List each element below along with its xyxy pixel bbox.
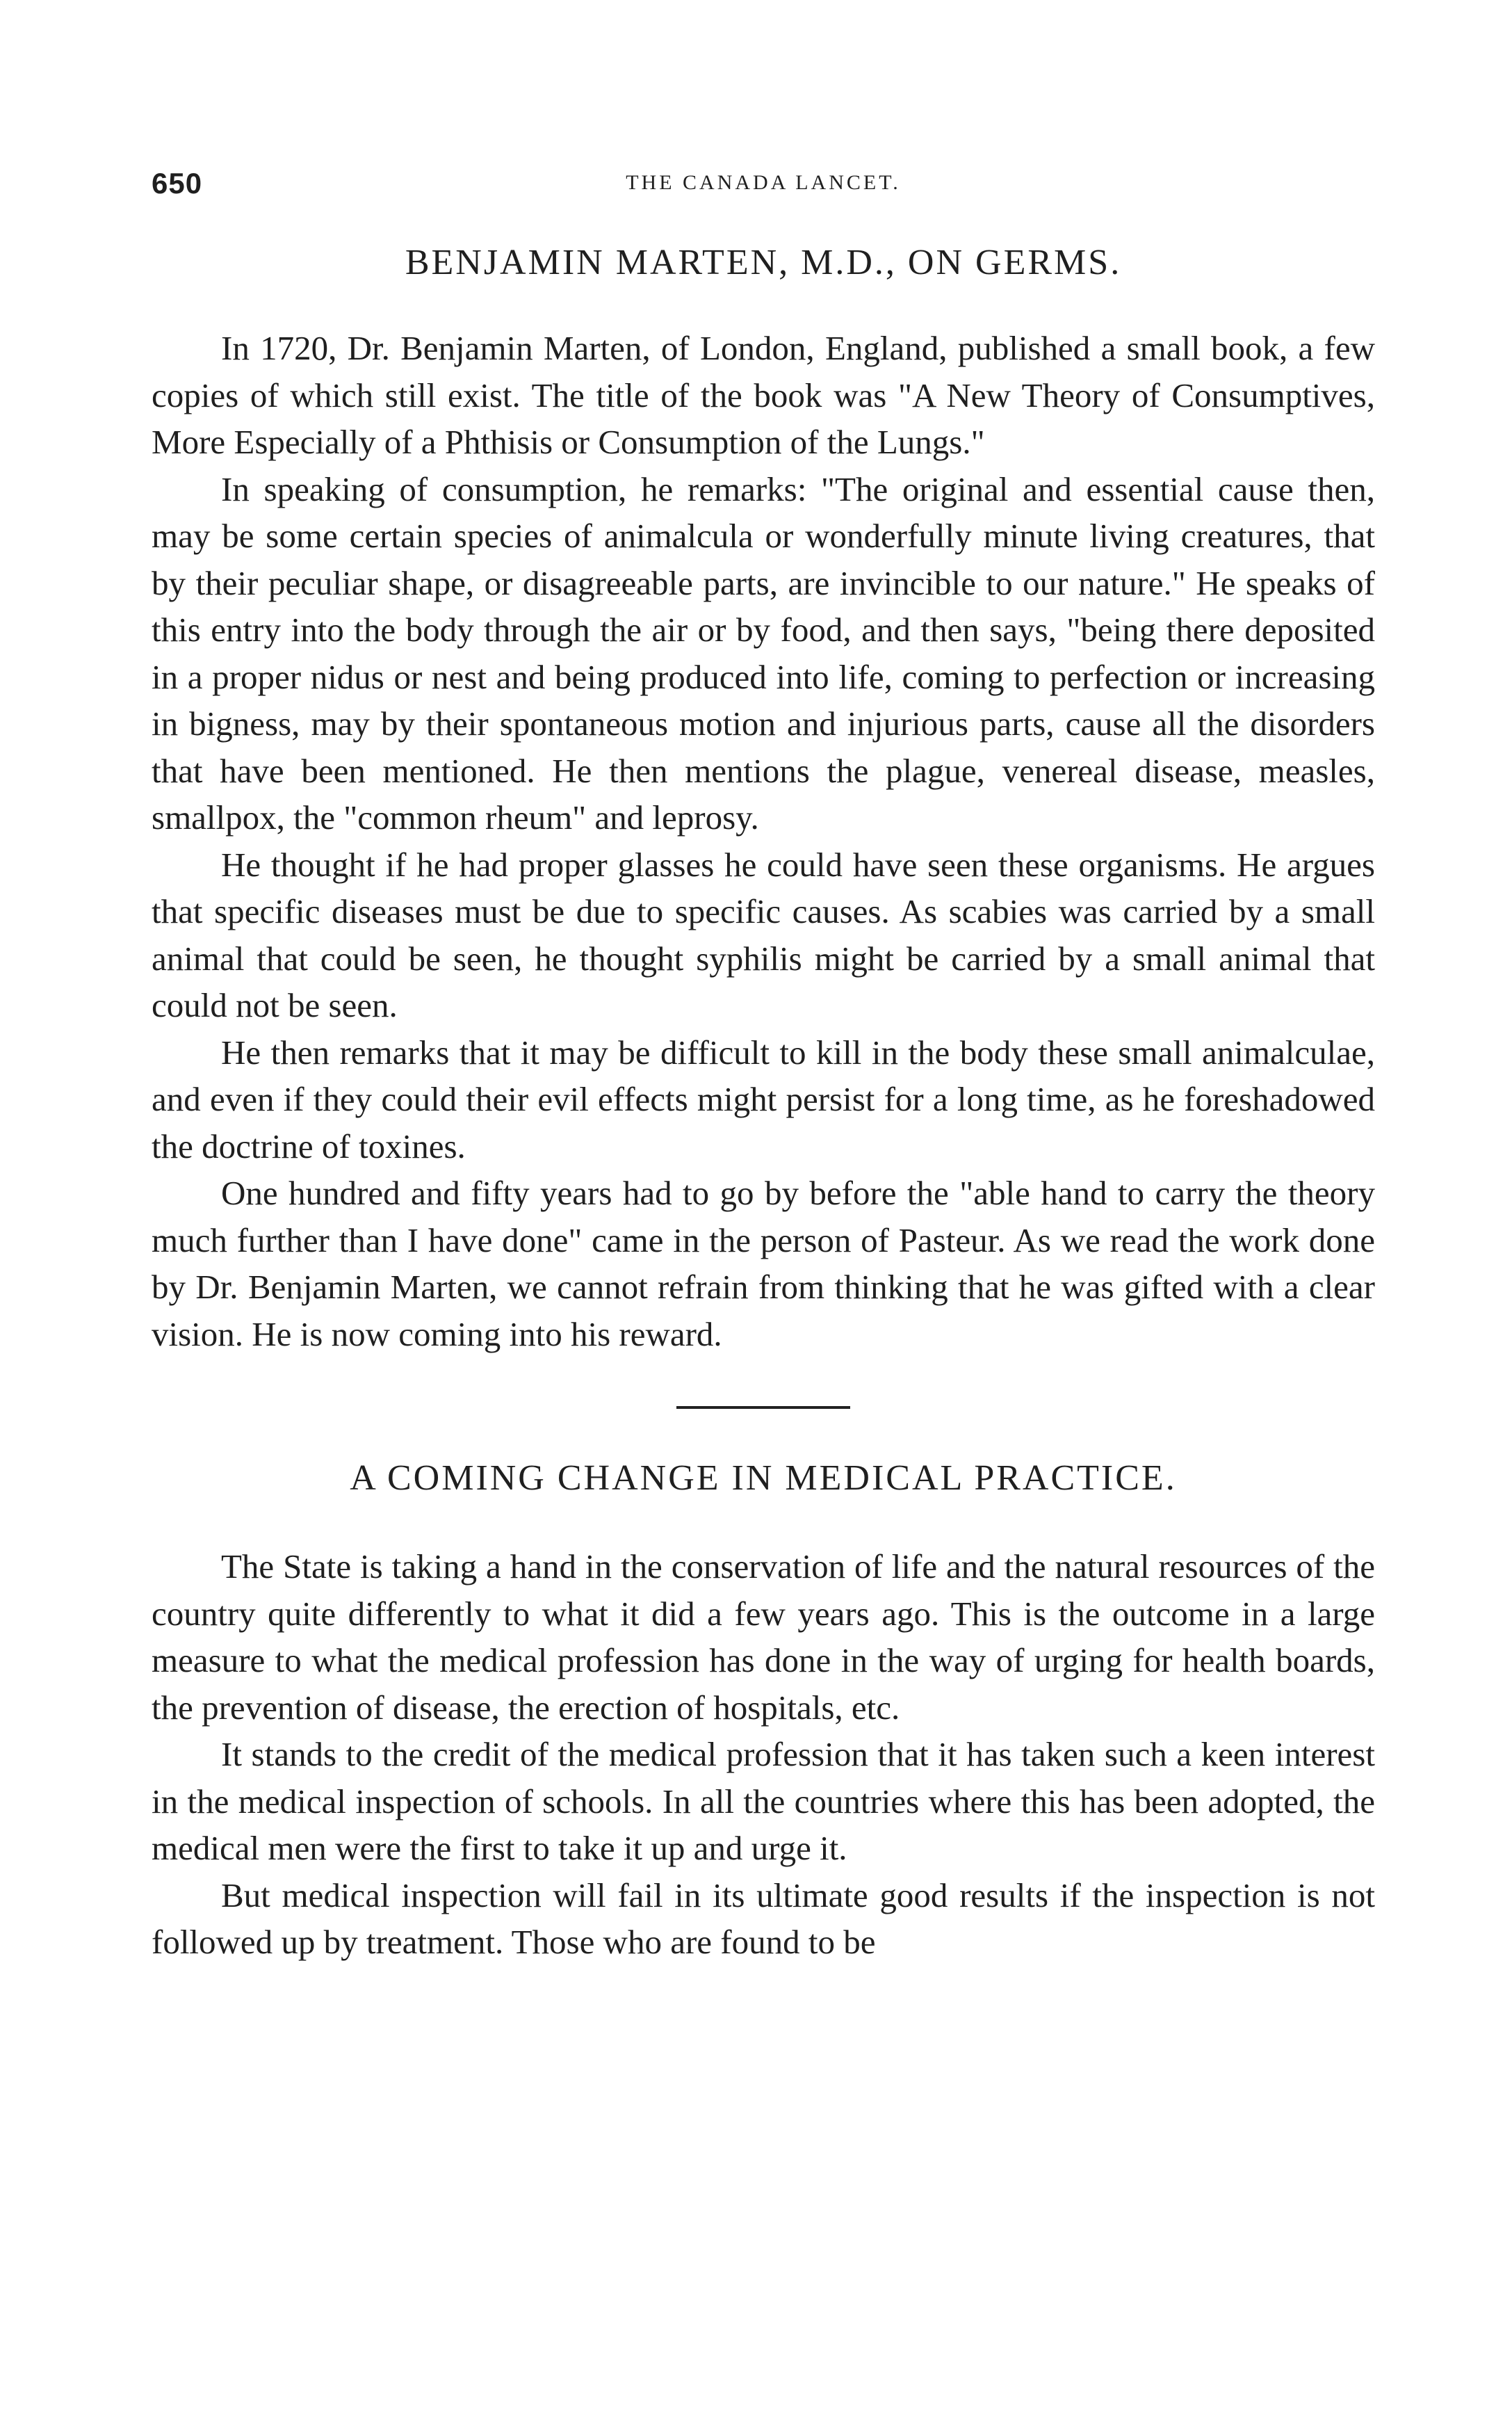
paragraph: He then remarks that it may be difficult to kill in the body these small animalculae, and even if they could their evil effects might persist for a long time, as he foreshadowed the doctrine of toxines. (152, 1033, 1375, 1165)
paragraph: It stands to the credit of the medical profession that it has taken such a keen interest in the medical inspection of schools. In all the countries where this has been adopted, the medical men were the first to take it up and urge it. (152, 1735, 1375, 1867)
article-body-medical-practice (152, 1543, 1375, 1966)
article-body-marten (152, 325, 1375, 1357)
paragraph: But medical inspection will fail in its ultimate good results if the inspection is not followed up by treatment. Those who are found to be (152, 1875, 1375, 1961)
paragraph: One hundred and fifty years had to go by before the "able hand to carry the theory much further than I have done" came in the person of Pasteur. As we read the work done by Dr. Benjamin Marten, we cannot refrain from thinking that he was gifted with a clear vision. He is now coming into his reward. (152, 1174, 1375, 1353)
page-number: 650 (152, 167, 203, 200)
paragraph: In 1720, Dr. Benjamin Marten, of London, England, published a small book, a few copies of which still exist. The title of the book was "A New Theory of Consumptives, More Especially of a Phthisis or Consumption of the Lungs." (152, 329, 1375, 461)
paragraph: The State is taking a hand in the conservation of life and the natural resources of the country quite differently to what it did a few years ago. This is the outcome in a large measure to what the medical profession has done in the way of urging for health boards, the prevention of disease, the erection of hospitals, etc. (152, 1547, 1375, 1727)
running-header (152, 167, 1375, 216)
section-divider (676, 1406, 850, 1409)
paragraph: He thought if he had proper glasses he could have seen these organisms. He argues that specific diseases must be due to specific causes. As scabies was carried by a small animal that could be seen, he thought syphilis might be carried by a small animal that could not be seen. (152, 845, 1375, 1024)
article-title-marten: BENJAMIN MARTEN, M.D., ON GERMS. (405, 243, 1122, 282)
document-page (152, 167, 1375, 1966)
journal-title: THE CANADA LANCET. (626, 171, 901, 194)
article-title-medical-practice: A COMING CHANGE IN MEDICAL PRACTICE. (350, 1458, 1177, 1498)
paragraph: In speaking of consumption, he remarks: "The original and essential cause then, may be some certain species of animalcula or wonderfully minute living creatures, that by their peculiar shape, or disagreeable parts, are invincible to our nature." He speaks of this entry into the body through the air or by food, and then says, "being there deposited in a proper nidus or nest and being produced into life, coming to perfection or increasing in bigness, may by their spontaneous motion and injurious parts, cause all the disorders that have been mentioned. He then mentions the plague, venereal disease, measles, smallpox, the "common rheum" and leprosy. (152, 469, 1375, 837)
